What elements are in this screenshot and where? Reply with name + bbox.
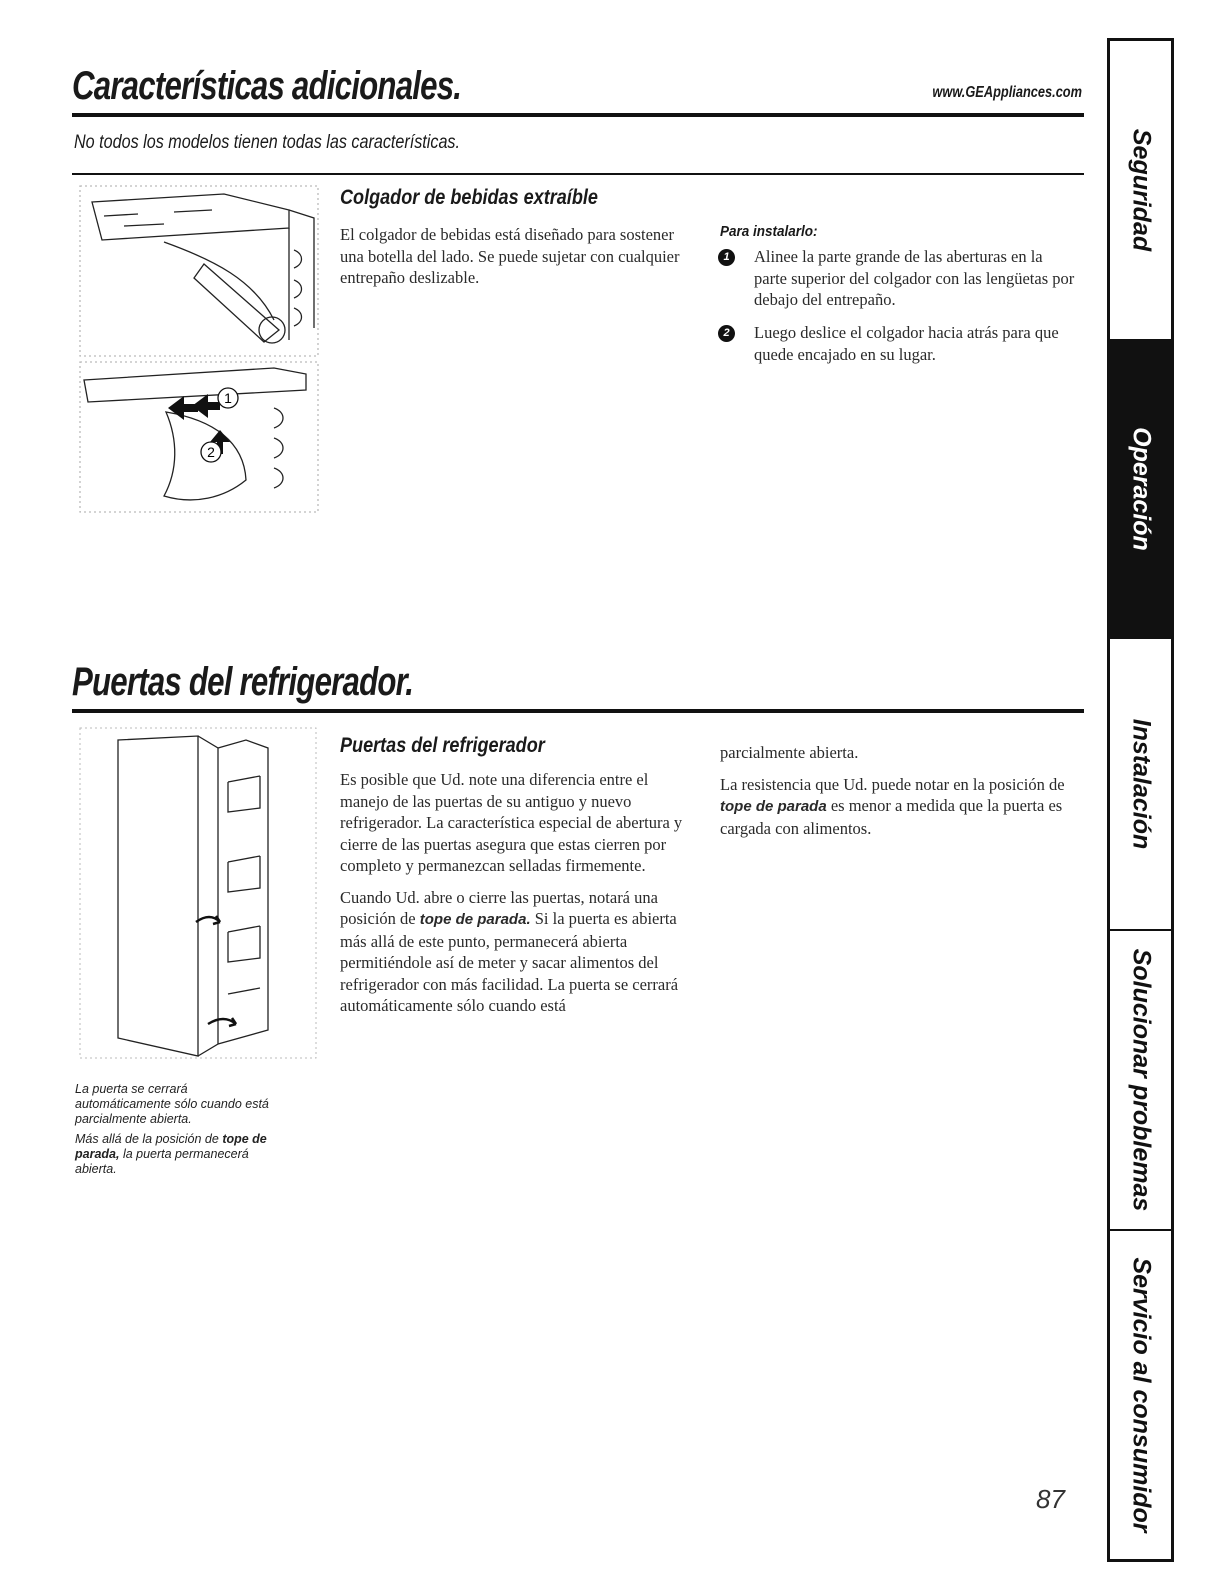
doors-para-4: La resistencia que Ud. puede notar en la posición de tope de parada es menor a medida que la puerta es cargada con alimentos.: [720, 774, 1065, 838]
doors-para-1: Es posible que Ud. note una diferencia entre el manejo de las puertas de su antiguo y nuevo refrigerador. La característica especial de abertura y cierre de las puertas asegura que estas cierren por completo y permanezcan selladas firmemente.: [340, 770, 683, 875]
section-divider: [72, 173, 1084, 175]
header-rule: [72, 113, 1084, 117]
section-tabs: [1107, 38, 1174, 1562]
doors-rule: [72, 709, 1084, 713]
doors-para-3: parcialmente abierta.: [720, 743, 859, 762]
tab-servicio-al-consumidor[interactable]: Servicio al consumidor: [1127, 1257, 1155, 1533]
doors-para-2: Cuando Ud. abre o cierre las puertas, notará una posición de tope de parada. Si la puerta es abierta más allá de este punto, permanecerá abierta permitiéndole así de meter y sacar alimentos del refrigerador con más facilidad. La puerta se cerrará automáticamente sólo cuando está: [340, 887, 679, 1015]
page-title: Características adicionales.: [72, 64, 462, 108]
caption-line-2: Más allá de la posición de tope de parada, la puerta permanecerá abierta.: [75, 1132, 267, 1176]
caption-line-1: La puerta se cerrará automáticamente sólo cuando está parcialmente abierta.: [75, 1082, 269, 1126]
door-caption: [75, 1082, 285, 1182]
beverage-rack-heading: Colgador de bebidas extraíble: [340, 186, 598, 209]
website-url[interactable]: www.GEAppliances.com: [932, 84, 1082, 101]
page-subtitle: No todos los modelos tienen todas las características.: [74, 132, 461, 153]
refrigerator-door-illustration: [78, 726, 318, 1066]
step-1-bullet: 1: [718, 249, 735, 266]
step-2-text: Luego deslice el colgador hacia atrás para que quede encajado en su lugar.: [754, 323, 1059, 364]
tab-solucionar-problemas[interactable]: Solucionar problemas: [1110, 931, 1171, 1231]
doors-title: Puertas del refrigerador.: [72, 660, 414, 704]
keyword-tope: tope de parada.: [419, 911, 531, 928]
install-step-2: [718, 322, 1078, 365]
step-2-bullet: 2: [718, 325, 735, 342]
doors-heading: Puertas del refrigerador: [340, 734, 545, 757]
keyword-tope-2: tope de parada: [720, 798, 827, 815]
beverage-rack-body: El colgador de bebidas está diseñado para sostener una botella del lado. Se puede sujetar con cualquier entrepaño deslizable.: [340, 225, 680, 287]
page-number: 87: [1036, 1484, 1065, 1514]
install-step-1: [718, 246, 1078, 311]
callout-2: 2: [207, 444, 215, 460]
tab-operacion[interactable]: Operación: [1110, 341, 1171, 639]
callout-1: 1: [224, 390, 232, 406]
install-heading: Para instalarlo:: [720, 223, 818, 240]
doors-body-col2: [720, 742, 1070, 849]
beverage-rack-illustration: [74, 180, 324, 520]
step-1-text: Alinee la parte grande de las aberturas en la parte superior del colgador con las lengüetas por debajo del entrepaño.: [754, 247, 1075, 309]
tab-seguridad[interactable]: Seguridad: [1110, 41, 1171, 341]
doors-body-col1: [340, 769, 700, 1027]
tab-instalacion[interactable]: Instalación: [1110, 639, 1171, 931]
